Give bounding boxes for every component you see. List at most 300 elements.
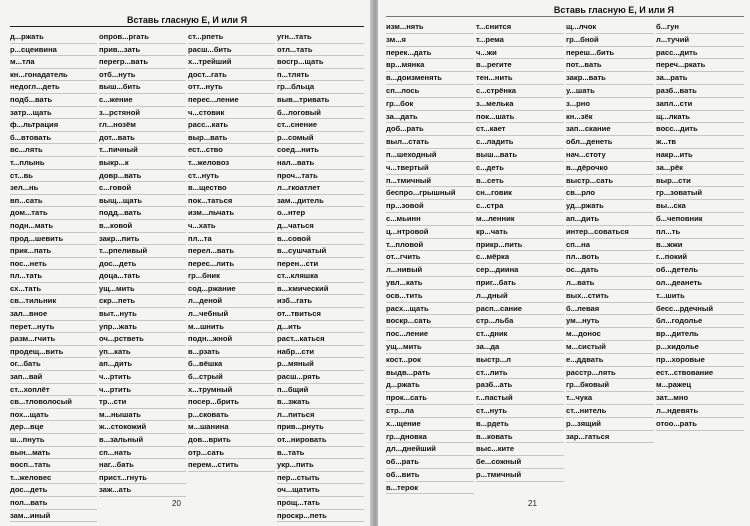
word-column [566,21,654,494]
word-item: дост...гать [188,69,275,82]
word-item: увл...кать [386,277,474,290]
word-item: м...донос [566,328,654,341]
word-item: р...мяный [277,358,364,371]
word-item: ест...ство [188,144,275,157]
word-item: л...ндевять [656,405,744,418]
word-item: гр...бковый [566,379,654,392]
word-item: разм...гчить [10,333,97,346]
word-column [386,21,474,494]
word-item: д...чаться [277,220,364,233]
word-item: об...детель [656,264,744,277]
word-item: опров...ргать [99,31,186,44]
word-item: ч...жи [476,47,564,60]
word-item: в...сеть [476,175,564,188]
word-item: дом...тать [10,207,97,220]
word-item: бесс...рдечный [656,303,744,316]
word-item: р...хидолье [656,341,744,354]
word-item: с...стрёнка [476,85,564,98]
word-item: прок...сать [386,392,474,405]
word-item: выкр...к [99,157,186,170]
word-item: сп...нать [99,447,186,460]
word-column [10,31,97,522]
word-item: г...пастый [476,392,564,405]
word-item: об...рать [386,456,474,469]
word-item: т...рпеливый [99,245,186,258]
word-item: перем...стить [188,459,275,472]
word-item: за...дать [386,111,474,124]
word-column [476,21,564,494]
word-item: п...шеходный [386,149,474,162]
word-item: пл...воть [566,251,654,264]
word-item: р...тмичный [476,469,564,482]
word-item: выл...стать [386,136,474,149]
word-item: ст...снение [277,119,364,132]
word-item: б...вёшка [188,358,275,371]
left-page-title: Вставь гласную Е, И или Я [10,14,364,27]
word-item: зап...вай [10,371,97,384]
word-item: т...шить [656,290,744,303]
word-item: б...стрый [188,371,275,384]
word-item: осв...тить [386,290,474,303]
word-item: пл...та [188,233,275,246]
word-item: сх...тать [10,283,97,296]
word-item: ст...вь [10,170,97,183]
word-item: подн...мать [10,220,97,233]
word-item: доца...тать [99,270,186,283]
word-item: сн...говик [476,187,564,200]
word-item: соед...нить [277,144,364,157]
word-item: перен...сти [277,258,364,271]
word-item: восп...тать [10,459,97,472]
word-item: в...дёрочко [566,162,654,175]
word-item: ст...кает [476,123,564,136]
word-item: доб...рать [386,123,474,136]
word-item: пр...хоровые [656,354,744,367]
word-item: проч...тать [277,170,364,183]
word-item: пос...ление [386,328,474,341]
word-item: накр...ить [656,149,744,162]
word-item: от...твиться [277,308,364,321]
word-item: отт...нуть [188,81,275,94]
word-item: подн...жной [188,333,275,346]
word-item: оч...рстветь [99,333,186,346]
word-column [277,31,364,522]
word-item: зам...дитель [277,195,364,208]
word-item: т...пловой [386,239,474,252]
word-item: упр...жать [99,321,186,334]
word-item: отоо...рать [656,418,744,431]
word-item: выв...тривать [277,94,364,107]
word-item: перегр...вать [99,56,186,69]
word-item: пох...щать [10,409,97,422]
word-item: зат...мно [656,392,744,405]
word-item: м...шнить [188,321,275,334]
word-item: воскр...сать [386,315,474,328]
word-item: зам...иный [10,510,97,523]
word-item: м...систый [566,341,654,354]
word-item: л...вать [566,277,654,290]
word-item: вын...мать [10,447,97,460]
word-item: ч...ртить [99,384,186,397]
word-item: т...рема [476,34,564,47]
word-item: ущ...мить [386,341,474,354]
word-item: выстр...л [476,354,564,367]
word-item: щ...лчок [566,21,654,34]
word-item: п...тлять [277,69,364,82]
word-item: гр...бник [188,270,275,283]
word-item: ж...тв [656,136,744,149]
word-item: р...сковать [188,409,275,422]
word-item: кост...рок [386,354,474,367]
word-item: выдв...рать [386,367,474,380]
word-item: приг...бать [476,277,564,290]
word-item: зал...вное [10,308,97,321]
word-item: х...трумный [188,384,275,397]
word-item: затр...щать [10,107,97,120]
word-item: щ...лкать [656,111,744,124]
word-item: перес...ление [188,94,275,107]
word-item: вы...ска [656,200,744,213]
word-item: расс...кать [188,119,275,132]
left-page [0,0,372,526]
word-item: б...гун [656,21,744,34]
word-item: уп...кать [99,346,186,359]
word-item: ст...кляшка [277,270,364,283]
word-item: ч...хать [188,220,275,233]
word-item: ап...дить [99,358,186,371]
word-item: переш...бить [566,47,654,60]
word-item: изб...гать [277,295,364,308]
word-column [99,31,186,522]
word-item: ц...нтровой [386,226,474,239]
word-item: с...ладить [476,136,564,149]
word-item: стр...ла [386,405,474,418]
word-item: п...тмичный [386,175,474,188]
word-item: стр...льба [476,315,564,328]
word-item: ап...дить [566,213,654,226]
word-item: прикр...пить [476,239,564,252]
word-item: с...мьинн [386,213,474,226]
right-page-number: 21 [528,499,537,508]
word-item: выр...сти [656,175,744,188]
word-item: об...вить [386,469,474,482]
word-item: за...рёк [656,162,744,175]
word-item: прив...рнуть [277,421,364,434]
word-item: зар...гаться [566,431,654,444]
left-word-grid [10,31,364,522]
word-item: т...снится [476,21,564,34]
word-item: переч...ркать [656,59,744,72]
word-item: с...говой [99,182,186,195]
word-item: перет...нуть [10,321,97,334]
word-item: выр...вать [188,132,275,145]
word-item: в...хмический [277,283,364,296]
word-item: д...ить [277,321,364,334]
word-item: г...покий [656,251,744,264]
word-column [656,21,744,494]
word-item: л...тучий [656,34,744,47]
word-item: сод...ржание [188,283,275,296]
word-item: в...ковой [99,220,186,233]
word-item: ст...рпеть [188,31,275,44]
word-item: д...ржать [10,31,97,44]
word-item: св...рло [566,187,654,200]
word-item: подд...вать [99,207,186,220]
word-item: ум...нуть [566,315,654,328]
word-item: тр...сти [99,396,186,409]
word-item: п...бщий [277,384,364,397]
word-item: т...пичный [99,144,186,157]
word-item: наг...бать [99,459,186,472]
word-item: проскр...петь [277,510,364,523]
word-item: изм...нять [386,21,474,34]
word-item: м...тла [10,56,97,69]
word-item: с...мёрка [476,251,564,264]
word-item: в...терок [386,482,474,495]
word-item: ш...пнуть [10,434,97,447]
word-item: дов...врить [188,434,275,447]
word-item: пер...стыть [277,472,364,485]
word-item: в...зжать [277,396,364,409]
word-item: пок...таться [188,195,275,208]
word-item: нал...вать [277,157,364,170]
word-item: зап...скание [566,123,654,136]
word-item: вр...дитель [656,328,744,341]
word-item: довр...вать [99,170,186,183]
word-item: набр...сти [277,346,364,359]
word-item: б...чеповник [656,213,744,226]
word-item: кн...зёк [566,111,654,124]
word-item: р...сомый [277,132,364,145]
word-item: сп...лось [386,85,474,98]
word-item: недогл...деть [10,81,97,94]
word-item: м...ражец [656,379,744,392]
word-item: зел...нь [10,182,97,195]
word-item: пот...вать [566,59,654,72]
word-item: с...жение [99,94,186,107]
word-item: ос...дать [566,264,654,277]
word-item: выс...ките [476,443,564,456]
word-item: расш...рять [277,371,364,384]
word-item: выщ...щать [99,195,186,208]
word-item: отб...нуть [99,69,186,82]
word-item: ог...бать [10,358,97,371]
word-item: отр...сать [188,447,275,460]
word-item: пос...неть [10,258,97,271]
word-item: гр...бльца [277,81,364,94]
word-item: восс...дить [656,123,744,136]
word-item: выстр...сать [566,175,654,188]
word-item: л...чебный [188,308,275,321]
word-item: ч...стовик [188,107,275,120]
word-item: т...чука [566,392,654,405]
word-item: в...тать [277,447,364,460]
word-item: прод...шевить [10,233,97,246]
word-item: заж...ать [99,484,186,497]
word-item: ст...нуть [476,405,564,418]
left-page-number: 20 [172,499,181,508]
word-item: ст...нуть [188,170,275,183]
word-item: расс...дить [656,47,744,60]
word-item: подб...вать [10,94,97,107]
word-item: ст...нитель [566,405,654,418]
word-item: з...мелька [476,98,564,111]
word-item: запл...сти [656,98,744,111]
word-item: обл...денеть [566,136,654,149]
word-item: в...сушчатый [277,245,364,258]
word-item: ф...льтрация [10,119,97,132]
word-item: за...рать [656,72,744,85]
word-item: прощ...тать [277,497,364,510]
word-item: сер...диина [476,264,564,277]
word-item: ущ...мить [99,283,186,296]
word-item: расх...щать [386,303,474,316]
word-item: с...стра [476,200,564,213]
word-item: раст...каться [277,333,364,346]
word-item: прик...пать [10,245,97,258]
word-item: гр...бной [566,34,654,47]
word-item: в...щество [188,182,275,195]
word-item: б...левая [566,303,654,316]
word-item: в...рдеть [476,418,564,431]
word-item: т...плынь [10,157,97,170]
word-item: р...сцеивина [10,44,97,57]
right-word-grid [386,21,744,494]
word-item: дос...деть [10,484,97,497]
word-item: р...зящий [566,418,654,431]
word-item: в...рзать [188,346,275,359]
word-item: с...деть [476,162,564,175]
word-item: выш...вать [476,149,564,162]
word-item: ч...ртить [99,371,186,384]
word-item: пл...тать [10,270,97,283]
word-item: тен...нить [476,72,564,85]
word-item: дл...днейший [386,443,474,456]
word-item: е...ддвать [566,354,654,367]
word-item: угн...тать [277,31,364,44]
word-item: св...тильник [10,295,97,308]
word-item: пр...зовой [386,200,474,213]
word-item: расп...сание [476,303,564,316]
word-item: от...гчить [386,251,474,264]
word-item: гр...дновка [386,431,474,444]
word-item: нач...стоту [566,149,654,162]
word-item: за...да [476,341,564,354]
word-item: разб...ать [476,379,564,392]
word-item: з...рстяной [99,107,186,120]
word-item: продещ...вить [10,346,97,359]
word-item: перел...вать [188,245,275,258]
word-item: вр...мянка [386,59,474,72]
word-item: св...тловолосый [10,396,97,409]
word-item: у...шать [566,85,654,98]
word-item: ст...дник [476,328,564,341]
word-item: пол...вать [10,497,97,510]
word-item: вс...лять [10,144,97,157]
word-item: кр...чать [476,226,564,239]
word-item: от...нировать [277,434,364,447]
word-item: скр...петь [99,295,186,308]
word-item: интер...соваться [566,226,654,239]
word-item: л...нивый [386,264,474,277]
word-item: л...питься [277,409,364,422]
word-item: оч...щатить [277,484,364,497]
word-item: выт...нуть [99,308,186,321]
word-item: зм...я [386,34,474,47]
word-item: л...дный [476,290,564,303]
word-item: прив...зать [99,44,186,57]
word-item: расстр...лять [566,367,654,380]
word-item: д...ржать [386,379,474,392]
word-item: дос...деть [99,258,186,271]
word-item: гр...зоватый [656,187,744,200]
word-item: гр...бок [386,98,474,111]
word-item: в...регите [476,59,564,72]
word-item: з...рно [566,98,654,111]
word-item: сп...на [566,239,654,252]
word-item: пок...шать [476,111,564,124]
word-item: б...логовый [277,107,364,120]
word-item: перес...лить [188,258,275,271]
word-item: пл...ть [656,226,744,239]
word-item: разб...вать [656,85,744,98]
word-item: гл...нозём [99,119,186,132]
word-item: ж...стокожий [99,421,186,434]
word-item: закр...пить [99,233,186,246]
word-item: восгр...щать [277,56,364,69]
word-item: т...желовес [10,472,97,485]
word-item: беспро...грышный [386,187,474,200]
word-item: о...нтер [277,207,364,220]
word-item: вых...стить [566,290,654,303]
word-item: в...ковать [476,431,564,444]
word-item: м...ленник [476,213,564,226]
word-item: т...желовоз [188,157,275,170]
word-item: бл...годолье [656,315,744,328]
word-item: в...совой [277,233,364,246]
word-item: в...зальный [99,434,186,447]
word-item: посер...брить [188,396,275,409]
word-item: ест...ствование [656,367,744,380]
word-item: м...нышать [99,409,186,422]
word-item: в...жжи [656,239,744,252]
word-item: х...трейший [188,56,275,69]
word-item: перек...дать [386,47,474,60]
word-item: в...доизменять [386,72,474,85]
word-item: отл...тать [277,44,364,57]
word-column [188,31,275,522]
word-item: ст...лить [476,367,564,380]
word-item: ч...твертый [386,162,474,175]
word-item: б...втовать [10,132,97,145]
word-item: уд...ржать [566,200,654,213]
word-item: ол...деанеть [656,277,744,290]
word-item: закр...вать [566,72,654,85]
word-item: х...щение [386,418,474,431]
right-page-title: Вставь гласную Е, И или Я [386,4,744,17]
word-item: л...деной [188,295,275,308]
word-item: выш...бить [99,81,186,94]
right-page [378,0,750,526]
word-item: бе...сожный [476,456,564,469]
word-item: м...шанина [188,421,275,434]
word-item: дот...вать [99,132,186,145]
word-item: дер...вце [10,421,97,434]
word-item: кн...гонадатель [10,69,97,82]
word-item: ст...хоплёт [10,384,97,397]
word-item: изм...льчать [188,207,275,220]
word-item: прист...гнуть [99,472,186,485]
